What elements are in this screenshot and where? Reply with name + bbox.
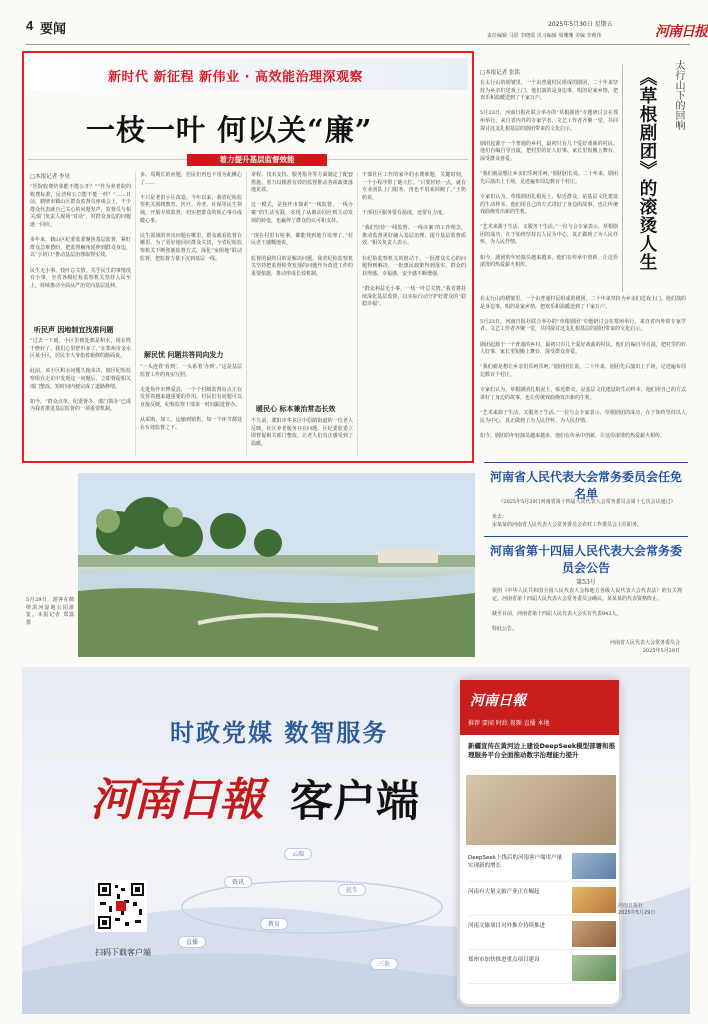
feature-column-3b: 不久前，濮阳市华龙区中原路街道的一位老人反映，社区养老服务存在问题。区纪委监委立即督促相关部门整改，让老人们真正感受到了温暖。 — [251, 418, 353, 447]
phone-app-banner-image — [466, 775, 616, 845]
editor-credits: 责任编辑 马湛 李晓霞 见习编辑 周珊珊 美编 李莉伟 — [487, 33, 602, 39]
notice-rule — [484, 536, 688, 537]
header-rule — [26, 44, 690, 45]
phone-news-thumbnail — [572, 921, 616, 947]
phone-news-item — [468, 952, 616, 984]
phone-news-item — [468, 884, 616, 916]
notice-1-body: 免去： 宋某某的河南省人民代表大会常务委员会农村工作委员会主任职务。 — [492, 514, 643, 528]
ad-client-label: 客户端 — [290, 777, 419, 827]
feature-byline: □本报记者 李昊 — [30, 174, 70, 180]
feature-column-4: 干部社区工作的家中的水费难题，关键时刻，一个小程序帮了她大忙。“只要轻轻一点，就有专业团队上门服务，再也不用来回跑了。”王奶奶说。 干部社区服务要有温度，还要有力度。 “我们坚持‘一线监督、一线办案’的工作理念，推动监督更好融入基层治理，提升基层监督质效。”相关负责人表示。 在纪检监察机关的推动下，一批群众关心的问题得到解决，一批惠民政策得到落实，群众的获得感、幸福感、安全感不断增强。 “群众利益无小事，一枝一叶总关情。”我省将持续深化基层监督，以实际行动守护好群众的“稳稳幸福”。 — [362, 172, 466, 308]
notice-1-title: 河南省人民代表大会常务委员会任免名单 — [489, 470, 682, 501]
phone-mockup — [457, 677, 622, 1007]
notice-rule — [484, 462, 688, 463]
topic-bubble: 云端 — [284, 848, 312, 860]
qr-code[interactable] — [95, 880, 147, 932]
feature-subhead-1: 听民声 因地制宜找准问题 — [34, 326, 114, 334]
feature-subhead-3: 暖民心 标本兼治常态长效 — [256, 405, 336, 413]
feature-subtitle: 着力提升基层监督效能 — [219, 155, 295, 164]
photo-caption: 5月29日，游客在鹤壁淇河湿地公园游览。本报记者 郑露 摄 — [26, 597, 76, 626]
column-divider — [246, 172, 247, 456]
issue-date: 2025年5月30日 星期五 — [548, 21, 613, 28]
section-name: 要闻 — [40, 22, 67, 37]
feature-column-1: “医院收费结果能不能公开？”“作为养老院的收费标准，民营和公立能不能一样？”……日前，鹤壁市鹤山区群众监督员座谈会上，不少群众代表就自己关心的问题发声，监督员与相关部门负责人现场“对话”，对群众身边的问题逐一回应。 多年来，鹤山区纪委监委聚焦基层监督，紧盯群众急难愁盼，把监督触角延伸到群众身边，以“小切口”推动基层治理取得实效。 民生无小事，枝叶总关情。关乎民生的事情没有小事，全省各级纪检监察机关坚持人民至上，持续推动全面从严治党向基层延伸。 — [30, 184, 131, 289]
notice-2-title: 河南省第十四届人民代表大会常务委员会公告 — [489, 544, 682, 575]
phone-news-title: DeepSeek上线后的河南客户端用户量实现新的增长 — [468, 855, 562, 869]
topic-bubble: 直播 — [178, 936, 206, 948]
photo-illustration — [78, 473, 475, 657]
topic-bubble: 教育 — [260, 918, 288, 930]
right-story-headline: 《草根剧团》的滚烫人生 — [637, 68, 657, 272]
notice-2-signature: 河南省人民代表大会常务委员会 2025年5月29日 — [609, 640, 680, 654]
right-story-body-1: 在太行山的褶皱里，一个由普通村民组成的剧团，二十年来坚持为乡亲们送戏上门。他们演的是身边事，唱的是家乡情，把欢乐和温暖送到了千家万户。 5月23日，河南日报社联合举办的“草根剧团”专题研讨会在郑州举行。来自省内外的专家学者、文艺工作者齐聚一堂，共同探讨这支扎根基层的剧团带来的文化启示。 剧团起源于一个普通的乡村，最初只有几个爱好戏曲的村民。他们自编自导自演，把村里的好人好事、家长里短搬上舞台，深受群众喜爱。 “我们就是想让乡亲们乐呵乐呵。”剧团团长说。二十年来，剧团先后演出上千场，足迹遍布周边数百个村庄。 专家们认为，草根剧团扎根泥土、贴近群众，是基层文化建设的生动样本。他们用自己的方式讲好了身边的故事，也让传统戏曲焕发出新的生机。 “艺术来源于生活，又服务于生活。”一位与会专家表示，草根剧团的成功，在于始终坚持以人民为中心，真正做到了为人民抒怀、为人民抒情。 如今，剧团的年轻演员越来越多，他们在传承中创新，让这份滚烫的热爱薪火相传。 — [480, 80, 618, 269]
feature-headline: 一枝一叶 何以关“廉” — [86, 113, 373, 147]
topic-bubble: 民生 — [338, 884, 366, 896]
feature-column-2: 多、周期长的问题，居民们再也不用为此揪心了…… 不只是老旧小区改造。今年以来，我省纪检监察机关围绕教育、医疗、养老、社保等民生领域，开展专项监督，切实把群众的烦心事办成暖心事。 民生领域的突出问题在哪里，群众就看监督在哪里。为了更好地回应群众关切，全省纪检监察机关不断创新监督方式，深化“室组地”联动监督，把监督力量下沉到基层一线。 — [140, 172, 242, 262]
topic-bubble: 三农 — [370, 958, 398, 970]
phone-app-tabs: 推荐 要闻 时政 视频 直播 本地 — [468, 720, 550, 727]
phone-news-item — [468, 918, 616, 950]
vertical-rule — [622, 64, 623, 292]
right-story-body-2: 在太行山的褶皱里，一个由普通村民组成的剧团，二十年来坚持为乡亲们送戏上门。他们演的是身边事，唱的是家乡情，把欢乐和温暖送到了千家万户。 5月23日，河南日报社联合举办的“草根剧团”专题研讨会在郑州举行。来自省内外的专家学者、文艺工作者齐聚一堂，共同探讨这支扎根基层的剧团带来的文化启示。 剧团起源于一个普通的乡村，最初只有几个爱好戏曲的村民。他们自编自导自演，把村里的好人好事、家长里短搬上舞台，深受群众喜爱。 “我们就是想让乡亲们乐呵乐呵。”剧团团长说。二十年来，剧团先后演出上千场，足迹遍布周边数百个村庄。 专家们认为，草根剧团扎根泥土、贴近群众，是基层文化建设的生动样本。他们用自己的方式讲好了身边的故事，也让传统戏曲焕发出新的生机。 “艺术来源于生活，又服务于生活。”一位与会专家表示，草根剧团的成功，在于始终坚持以人民为中心，真正做到了为人民抒怀、为人民抒情。 如今，剧团的年轻演员越来越多，他们在传承中创新，让这份滚烫的热爱薪火相传。 — [480, 296, 686, 439]
masthead-logo: 河南日报 — [655, 24, 707, 40]
phone-news-title: 河南有大量文旅产业正在崛起 — [468, 889, 540, 895]
feature-column-1b: “过去一下雨，小区里到处都是积水，现在终于修好了，我们心里舒坦多了。”在郑州市金水区某小区，居民李大爷指着新修的路面说。 此前，该小区积水问题久拖未决，辖区纪检监察组在走访中发现这一问题后，立即督促相关部门整改，短时间内便完成了道路修缮。 如今，“群众点单、纪委督办、部门领办”已成为我省推进基层监督的一项重要机制。 — [30, 338, 131, 413]
ad-tagline: 时政党媒 数智服务 — [170, 719, 389, 747]
right-story-byline: □本报记者 张铭 — [480, 70, 520, 76]
wetland-park-photo — [78, 473, 475, 657]
page-number: 4 — [26, 18, 34, 33]
ad-brand-logo: 河南日報 — [90, 773, 263, 826]
qr-label: 扫码下载客户端 — [95, 948, 151, 957]
qr-code-icon — [97, 882, 145, 930]
right-story-kicker: 太行山下的回响 — [673, 60, 684, 130]
phone-news-item — [468, 850, 616, 882]
topic-bubble: 资讯 — [224, 876, 252, 888]
phone-app-logo: 河南日報 — [470, 693, 526, 709]
phone-news-title: 郑州市加快推进重点项目建设 — [468, 957, 540, 963]
phone-news-thumbnail — [572, 853, 616, 879]
phone-news-thumbnail — [572, 887, 616, 913]
notice-1-meeting: （2025年5月29日河南省第十四届人民代表大会常务委员会第十七次会议通过） — [498, 499, 676, 505]
column-divider — [135, 172, 136, 456]
phone-news-title: 河南文旅项目对外推介持续推进 — [468, 923, 546, 929]
notice-2-body: 依照《中华人民共和国全国人民代表大会和地方各级人民代表大会代表法》的有关规定，河南省第十四届人民代表大会常务委员会确认，某某某的代表资格终止。 截至目前，河南省第十四届人民代表大会实有代表942人。 特此公告。 — [492, 588, 682, 632]
feature-column-2b: “一头连着‘看到’，一头系着‘办到’。”这是基层监督工作的真实写照。 走进焦作市博爱县，一个个村级监督站点正在发挥着越来越重要的作用。村民们有问题可以直接反映，纪检监察干部第一时间跟进督办。 从采购、加工、运输到销售，每一个环节都处在有效监督之下。 — [140, 364, 242, 431]
phone-app-headline: 新疆宣传在黄河边上建设DeepSeek模型部署和推理服务平台全面推动数字治理能力提升 — [468, 742, 616, 759]
feature-subhead-2: 解民忧 问题共答同向发力 — [144, 351, 224, 359]
column-divider — [357, 172, 358, 456]
feature-column-3: 章程、技术支持、服务指导等方面制定了配套措施，着力以精准有效的监督推动各项政策落地见效。 这一模式，是焦作市探索“一线监督、一线办案”的生动实践，实现了从被动回应到主动发现的转变，也赢得了群众的认可和支持。 “现在村里有啥事，都能找到地方说理了。”村民老王感慨地说。 监督的最终目的是解决问题。我省纪检监察机关坚持把监督检查发现的问题作为改进工作的重要依据，推动形成长效机制。 — [251, 172, 353, 277]
phone-news-thumbnail — [572, 955, 616, 981]
ad-credit: 河南日报社 2025年5月29日 — [618, 903, 656, 916]
notice-2-number: 第53号 — [576, 579, 596, 586]
feature-banner-text: 新时代 新征程 新伟业 · 高效能治理深观察 — [108, 70, 364, 85]
